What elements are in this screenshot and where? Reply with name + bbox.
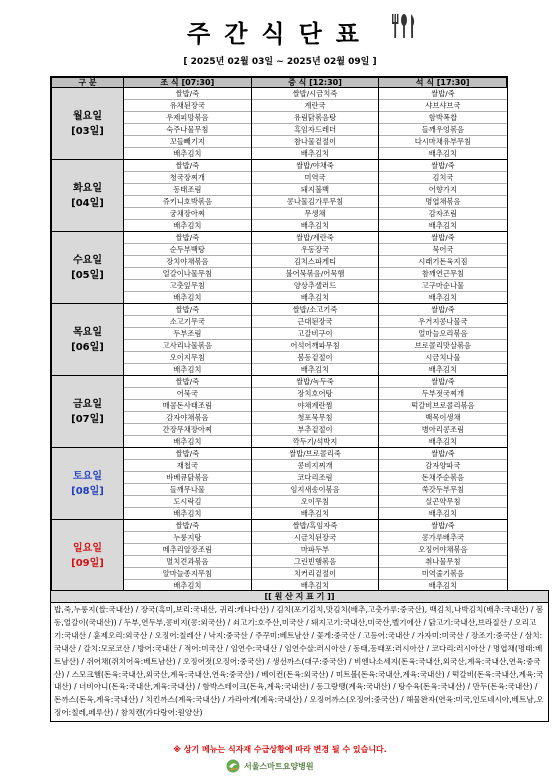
origin-panel <box>50 590 549 722</box>
breakfast-item: 알마늘종지무침 <box>124 568 252 580</box>
breakfast-item: 감자야채볶음 <box>124 412 252 424</box>
lunch-item: 유림닭볶음탕 <box>251 112 379 124</box>
dinner-item: 쌀밥/죽 <box>379 88 507 100</box>
dinner-item: 떡갈비브로콜리볶음 <box>379 400 507 412</box>
dinner-item: 실곤약무침 <box>379 496 507 508</box>
breakfast-item: 장치야채볶음 <box>124 256 252 268</box>
dinner-item: 쑥갓두부무침 <box>379 484 507 496</box>
breakfast-item: 어묵국 <box>124 388 252 400</box>
lunch-item: 장치호어탕 <box>251 388 379 400</box>
dinner-item: 우거지콩나물국 <box>379 316 507 328</box>
dinner-item: 쌀밥/죽 <box>379 232 507 244</box>
dinner-item: 쌀밥/죽 <box>379 520 507 532</box>
origin-title: [[ 원 산 지 표 기 ]] <box>51 591 548 603</box>
lunch-item: 김치스파게티 <box>251 256 379 268</box>
lunch-item: 쌀밥/녹두죽 <box>251 376 379 388</box>
menu-row <box>52 232 507 244</box>
lunch-item: 마파두부 <box>251 544 379 556</box>
lunch-item: 흑임자드레더 <box>251 124 379 136</box>
day-cell <box>52 232 124 304</box>
lunch-item: 어석어깨파무침 <box>251 340 379 352</box>
breakfast-item: 쌀밥/죽 <box>124 304 252 316</box>
menu-row <box>52 448 507 460</box>
dinner-item: 김치국 <box>379 172 507 184</box>
lunch-item: 그린빈햄볶음 <box>251 556 379 568</box>
day-date: [09일] <box>71 557 104 569</box>
dinner-item: 배추김치 <box>379 292 507 304</box>
breakfast-item: 청국장찌개 <box>124 172 252 184</box>
breakfast-item: 누룽지탕 <box>124 532 252 544</box>
dinner-item: 배추김치 <box>379 580 507 592</box>
dinner-item: 쌀밥/죽 <box>379 304 507 316</box>
column-header-lunch: 중 식 [12:30] <box>251 78 379 88</box>
lunch-item: 야채계란찜 <box>251 400 379 412</box>
dinner-item: 배추김치 <box>379 436 507 448</box>
breakfast-item: 배추김치 <box>124 220 252 232</box>
breakfast-item: 고사리나물볶음 <box>124 340 252 352</box>
breakfast-item: 두부조림 <box>124 328 252 340</box>
dinner-item: 배추김치 <box>379 148 507 160</box>
day-cell <box>52 520 124 592</box>
breakfast-item: 들깨무나물 <box>124 484 252 496</box>
dinner-item: 병아리콩조림 <box>379 424 507 436</box>
lunch-item: 무생채 <box>251 208 379 220</box>
dinner-item: 브로콜리맛살볶음 <box>379 340 507 352</box>
origin-text: 밥,죽,누룽지(쌀:국내산) / 장국(흑미,보리:국내산, 귀리:캐나다산) / 김치(포기김치,맛김치(배추,고춧가루:중국산), 백김치,나박김치(배추:국내산) / 봄동,얼갈이(국내산)) / 두부,연두부,콩비지(콩:외국산) / 쇠고기:호주산,미국산 / 돼지고기:국내산,미국산,벨기에산 / 닭고기:국내산,브라질산 / 오리고기:국내산 / 훈제오리:외국산 / 오징어:칠레산 / 낙지:중국산 / 주꾸미:베트남산 / 꽃게:중국산 / 고등어:국내산 / 가자미:미국산 / 장조기:중국산 / 삼치:국내산 / 갈치:모로코산 / 방어:국내산 / 적어:미국산 / 임연수:국내산 / 임연수살:러시아산 / 동태,동태포:러시아산 / 코다리:러시아산 / 명엽채(명태:베트남산) / 쥐어채(쥐치어육:베트남산) / 오징어젓(오징어:중국산) / 생선까스(대구:중국산) / 비엔나소세지(돈육:국내산,외국산,계육:국내산,연육:중국산) / 스모크햄(돈육:국내산,외국산,계육:국내산,연육:중국산) / 베이컨(돈육:외국산) / 미트볼(돈육:국내산,계육:국내산) / 떡갈비(돈육:국내산,계육:국내산) / 너비아니(돈육:국내산,계육:국내산) / 함박스테이크(돈육,계육:국내산) / 동그랑땡(계육:국내산) / 탕수육(돈육:국내산) / 만두(돈육:국내산) / 돈까스(돈육,계육:국내산) / 치킨까스(계육:국내산) / 가라아게(계육:국내산) / 오징어까스(오징어:중국산) / 해물완자(연육:미국,인도네시아,베트남,오징어:칠레,페루산) / 참치캔(가다랑어:원양산) <box>54 605 544 718</box>
day-date: [07일] <box>71 413 104 425</box>
lunch-item: 배추김치 <box>251 292 379 304</box>
hospital-logo-icon <box>226 759 240 773</box>
column-header-dinner: 석 식 [17:30] <box>379 78 507 88</box>
breakfast-item: 유채된장국 <box>124 100 252 112</box>
dinner-item: 어향가지 <box>379 184 507 196</box>
dinner-item: 배추김치 <box>379 364 507 376</box>
dinner-item: 참깨연근무침 <box>379 268 507 280</box>
hospital-logo <box>226 758 314 774</box>
lunch-item: 쌀밥/계란죽 <box>251 232 379 244</box>
lunch-item: 깍두기/석박지 <box>251 436 379 448</box>
dinner-item: 명엽채볶음 <box>379 196 507 208</box>
dinner-item: 쌀밥/죽 <box>379 448 507 460</box>
day-name: 토요일 <box>73 470 102 482</box>
dinner-item: 미역줄기볶음 <box>379 568 507 580</box>
menu-row <box>52 160 507 172</box>
breakfast-item: 매콤돈사태조림 <box>124 400 252 412</box>
day-cell <box>52 376 124 448</box>
breakfast-item: 우제피망볶음 <box>124 112 252 124</box>
lunch-item: 배추김치 <box>251 508 379 520</box>
day-name: 일요일 <box>73 542 102 554</box>
menu-row <box>52 304 507 316</box>
lunch-item: 우동장국 <box>251 244 379 256</box>
dinner-item: 쌀밥/죽 <box>379 376 507 388</box>
column-header-breakfast: 조 식 [07:30] <box>124 78 252 88</box>
day-name: 목요일 <box>73 326 102 338</box>
dinner-item: 샤브샤브국 <box>379 100 507 112</box>
dinner-item: 들깨우엉볶음 <box>379 124 507 136</box>
breakfast-item: 쌀밥/죽 <box>124 160 252 172</box>
breakfast-item: 간장무채장아찌 <box>124 424 252 436</box>
day-date: [05일] <box>71 269 104 281</box>
lunch-item: 배추김치 <box>251 220 379 232</box>
breakfast-item: 숙주나물무침 <box>124 124 252 136</box>
breakfast-item: 소고기무국 <box>124 316 252 328</box>
day-date: [06일] <box>71 341 104 353</box>
breakfast-item: 메추리알장조림 <box>124 544 252 556</box>
breakfast-item: 꼬들빼기지 <box>124 136 252 148</box>
lunch-item: 배추김치 <box>251 580 379 592</box>
menu-row <box>52 376 507 388</box>
breakfast-item: 바베큐닭볶음 <box>124 472 252 484</box>
breakfast-item: 고춧잎무침 <box>124 280 252 292</box>
lunch-item: 봄동겉절이 <box>251 352 379 364</box>
lunch-item: 시금치된장국 <box>251 532 379 544</box>
breakfast-item: 배추김치 <box>124 148 252 160</box>
day-cell <box>52 448 124 520</box>
day-cell <box>52 88 124 160</box>
lunch-item: 코다리조림 <box>251 472 379 484</box>
dinner-item: 감자조림 <box>379 208 507 220</box>
breakfast-item: 쌀밥/죽 <box>124 88 252 100</box>
breakfast-item: 배추김치 <box>124 292 252 304</box>
dinner-item: 얼마늘오리볶음 <box>379 328 507 340</box>
breakfast-item: 재첩국 <box>124 460 252 472</box>
lunch-item: 쌀밥/야채죽 <box>251 160 379 172</box>
breakfast-item: 순두부백탕 <box>124 244 252 256</box>
page-title: 주간식단표 <box>187 20 373 48</box>
lunch-item: 부추겉절이 <box>251 424 379 436</box>
breakfast-item: 배추김치 <box>124 364 252 376</box>
breakfast-item: 쌀밥/죽 <box>124 232 252 244</box>
dinner-item: 취나물무침 <box>379 556 507 568</box>
breakfast-item: 쌀밥/죽 <box>124 376 252 388</box>
column-header-day: 구 분 <box>52 78 124 88</box>
cutlery-icon <box>388 12 420 40</box>
day-date: [03일] <box>71 125 104 137</box>
dinner-item: 콩가루배추국 <box>379 532 507 544</box>
dinner-item: 배추김치 <box>379 220 507 232</box>
lunch-item: 배추김치 <box>251 364 379 376</box>
breakfast-item: 동태조림 <box>124 184 252 196</box>
breakfast-item: 쌀밥/죽 <box>124 448 252 460</box>
breakfast-item: 배추김치 <box>124 580 252 592</box>
lunch-item: 돼지불백 <box>251 184 379 196</box>
breakfast-item: 오이지무침 <box>124 352 252 364</box>
breakfast-item: 도시락김 <box>124 496 252 508</box>
dinner-item: 오징어야채볶음 <box>379 544 507 556</box>
lunch-item: 치커리겉절이 <box>251 568 379 580</box>
breakfast-item: 쌀밥/죽 <box>124 520 252 532</box>
dinner-item: 두부젓국찌개 <box>379 388 507 400</box>
day-name: 화요일 <box>73 182 102 194</box>
lunch-item: 미역국 <box>251 172 379 184</box>
day-name: 수요일 <box>73 254 102 266</box>
lunch-item: 양상추샐러드 <box>251 280 379 292</box>
lunch-item: 배추김치 <box>251 148 379 160</box>
lunch-item: 쌀밥/소고기죽 <box>251 304 379 316</box>
dinner-item: 시금치나물 <box>379 352 507 364</box>
dinner-item: 백목이생채 <box>379 412 507 424</box>
day-cell <box>52 160 124 232</box>
lunch-item: 청포묵무침 <box>251 412 379 424</box>
breakfast-item: 궁채장아찌 <box>124 208 252 220</box>
dinner-item: 고구마순나물 <box>379 280 507 292</box>
dinner-item: 묵어국 <box>379 244 507 256</box>
lunch-item: 근대된장국 <box>251 316 379 328</box>
dinner-item: 감자양파국 <box>379 460 507 472</box>
hospital-name: 서울스마트요양병원 <box>244 761 314 771</box>
menu-row <box>52 88 507 100</box>
lunch-item: 쌀밥/흑임자죽 <box>251 520 379 532</box>
menu-row <box>52 520 507 532</box>
lunch-item: 콩비지찌개 <box>251 460 379 472</box>
dinner-item: 함박폭찹 <box>379 112 507 124</box>
day-cell <box>52 304 124 376</box>
dinner-item: 돈채주순볶음 <box>379 472 507 484</box>
lunch-item: 임지새송이볶음 <box>251 484 379 496</box>
day-name: 금요일 <box>73 398 102 410</box>
lunch-item: 참나물겉절이 <box>251 136 379 148</box>
day-date: [04일] <box>71 197 104 209</box>
breakfast-item: 배추김치 <box>124 508 252 520</box>
lunch-item: 고갈비구이 <box>251 328 379 340</box>
dinner-item: 쌀밥/죽 <box>379 160 507 172</box>
day-name: 월요일 <box>73 110 102 122</box>
lunch-item: 오이무침 <box>251 496 379 508</box>
lunch-item: 쌀밥/시금치죽 <box>251 88 379 100</box>
lunch-item: 콩나물김가루무침 <box>251 196 379 208</box>
dinner-item: 배추김치 <box>379 508 507 520</box>
dinner-item: 시래기돈육지짐 <box>379 256 507 268</box>
breakfast-item: 멸치견과볶음 <box>124 556 252 568</box>
dinner-item: 다시마채유부무침 <box>379 136 507 148</box>
date-range: [ 2025년 02월 03일 ~ 2025년 02월 09일 ] <box>183 57 377 67</box>
day-date: [08일] <box>71 485 104 497</box>
breakfast-item: 얼갈이나물무침 <box>124 268 252 280</box>
notice-text: ※ 상기 메뉴는 식자재 수급상황에 따라 변경 될 수 있습니다. <box>173 745 387 754</box>
breakfast-item: 배추김치 <box>124 436 252 448</box>
lunch-item: 계란국 <box>251 100 379 112</box>
lunch-item: 쌀밥/브로콜리죽 <box>251 448 379 460</box>
lunch-item: 불어묵볶음/어묵햄 <box>251 268 379 280</box>
breakfast-item: 쥬키니호박볶음 <box>124 196 252 208</box>
weekly-menu-table <box>50 76 508 592</box>
